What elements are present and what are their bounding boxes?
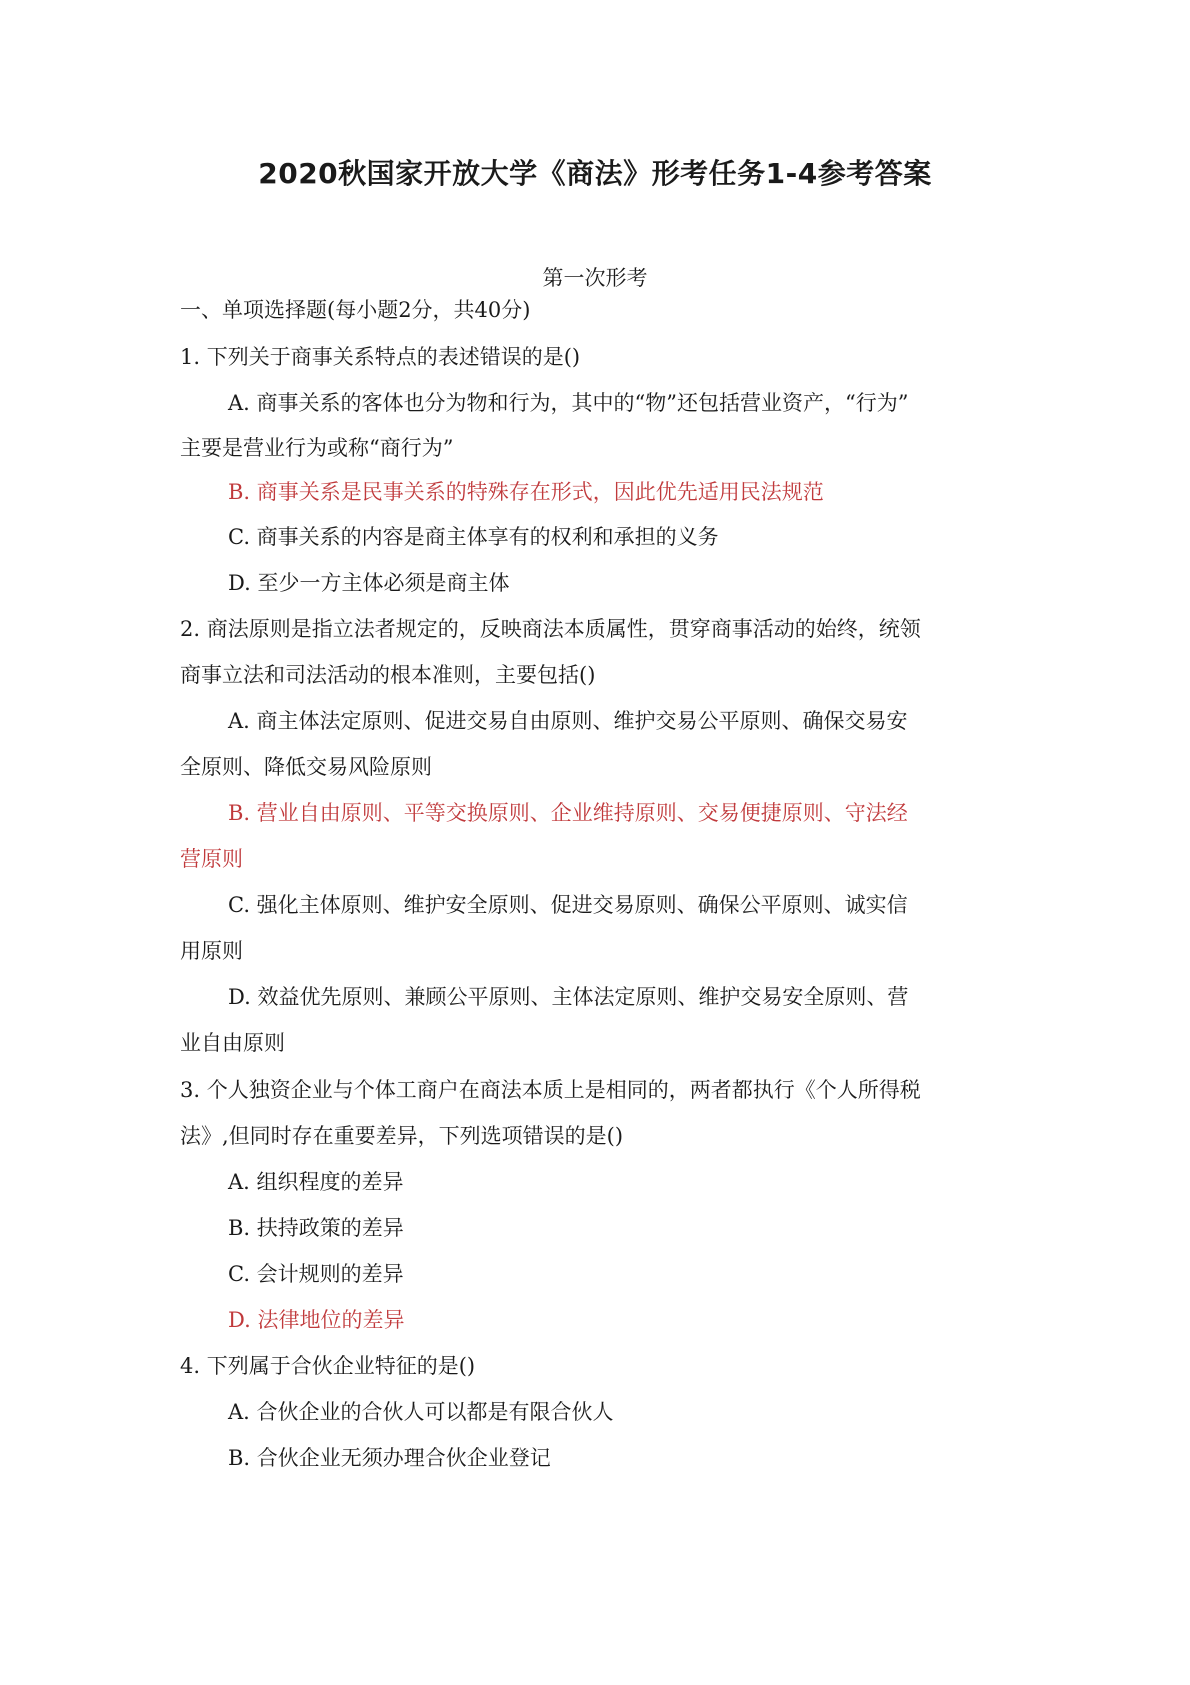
option-text: A. 商事关系的客体也分为物和行为，其中的“物”还包括营业资产，“行为” [228, 391, 909, 415]
option-text: 主要是营业行为或称“商行为” [180, 436, 454, 460]
question-stem: 2. 商法原则是指立法者规定的，反映商法本质属性，贯穿商事活动的始终，统领 [180, 617, 921, 641]
option-text: A. 组织程度的差异 [228, 1170, 404, 1194]
option-text: B. 合伙企业无须办理合伙企业登记 [228, 1446, 551, 1470]
correct-option-text: B. 营业自由原则、平等交换原则、企业维持原则、交易便捷原则、守法经 [228, 801, 908, 825]
option-text: C. 会计规则的差异 [228, 1262, 404, 1286]
question-stem: 法》,但同时存在重要差异，下列选项错误的是() [180, 1124, 624, 1148]
question-stem: 4. 下列属于合伙企业特征的是() [180, 1354, 476, 1378]
option-text: B. 扶持政策的差异 [228, 1216, 404, 1240]
option-text: 用原则 [180, 939, 243, 963]
option-text: 全原则、降低交易风险原则 [180, 755, 432, 779]
option-text: D. 效益优先原则、兼顾公平原则、主体法定原则、维护交易安全原则、营 [228, 985, 909, 1009]
section-title: 第一次形考 [542, 266, 648, 290]
question-stem: 3. 个人独资企业与个体工商户在商法本质上是相同的，两者都执行《个人所得税 [180, 1078, 921, 1102]
option-text: A. 商主体法定原则、促进交易自由原则、维护交易公平原则、确保交易安 [228, 709, 908, 733]
option-text: C. 强化主体原则、维护安全原则、促进交易原则、确保公平原则、诚实信 [228, 893, 908, 917]
option-text: C. 商事关系的内容是商主体享有的权利和承担的义务 [228, 525, 719, 549]
option-text: D. 至少一方主体必须是商主体 [228, 571, 510, 595]
question-stem: 商事立法和司法活动的根本准则，主要包括() [180, 663, 596, 687]
question-stem: 1. 下列关于商事关系特点的表述错误的是() [180, 345, 581, 369]
correct-option-text: B. 商事关系是民事关系的特殊存在形式，因此优先适用民法规范 [228, 480, 824, 504]
option-text: A. 合伙企业的合伙人可以都是有限合伙人 [228, 1400, 614, 1424]
document-title: 2020秋国家开放大学《商法》形考任务1-4参考答案 [258, 157, 932, 190]
correct-option-text: D. 法律地位的差异 [228, 1308, 405, 1332]
part-heading: 一、单项选择题(每小题2分，共40分) [180, 298, 531, 322]
correct-option-text: 营原则 [180, 847, 243, 871]
option-text: 业自由原则 [180, 1031, 285, 1055]
